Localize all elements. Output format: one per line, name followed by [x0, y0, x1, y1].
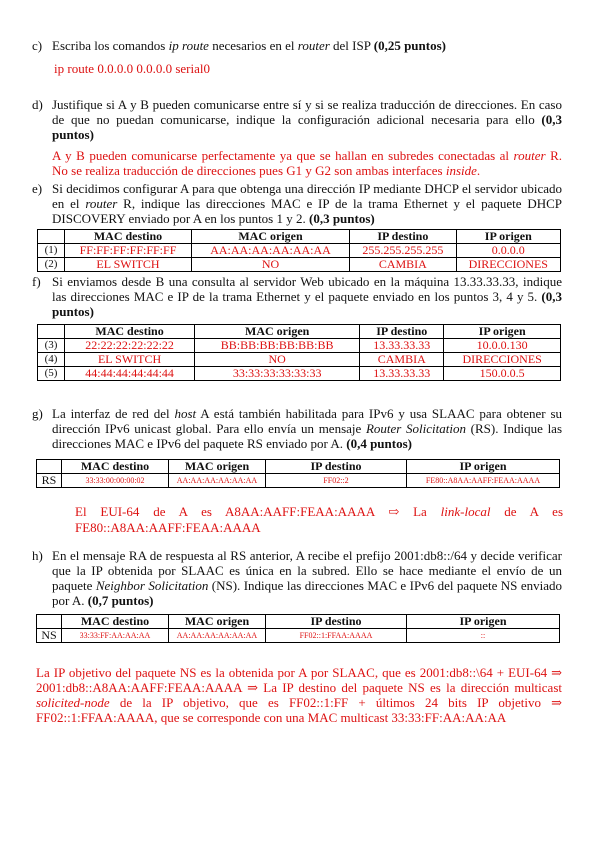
answer-h: La IP objetivo del paquete NS es la obtenida por A por SLAAC, que es 2001:db8::\64 + EUI-64 ⇒ 2001:db8::A8AA:AAFF:FEAA:AAAA ⇒ La IP destino del paquete NS es la dirección multicast solicited-node de la IP objetivo, que es FF02::1:FF + últimos 24 bits IP objetivo ⇒ FF02::1:FFAA:AAAA, que se corresponde con una MAC multicast 33:33:FF:AA:AA:AA: [36, 665, 562, 725]
table-h: [36, 614, 560, 643]
question-f-label: f): [32, 274, 41, 289]
question-e: e) Si decidimos configurar A para que obtenga una dirección IP mediante DHCP el servidor ubicado en el router R, indique las direcciones MAC e IP de la trama Ethernet y el paquete DHCP DISCOVERY enviado por A en los puntos 1 y 2. (0,3 puntos): [32, 181, 562, 226]
arrow-icon: ⇨: [388, 504, 400, 519]
question-h-label: h): [32, 548, 43, 563]
question-c-points: (0,25 puntos): [373, 38, 446, 53]
question-f-points: (0,3 puntos): [52, 289, 562, 319]
col-mac-origen: MAC origen: [192, 230, 350, 244]
col-mac-destino: MAC destino: [65, 230, 192, 244]
table-f: [37, 324, 561, 381]
col-mac-origen: MAC origen: [169, 615, 266, 629]
question-g-label: g): [32, 406, 43, 421]
answer-c: ip route 0.0.0.0 0.0.0.0 serial0: [54, 61, 210, 76]
table-row: (3) 22:22:22:22:22:22 BB:BB:BB:BB:BB:BB 13.33.33.33 10.0.0.130: [38, 339, 561, 353]
col-mac-destino: MAC destino: [65, 325, 195, 339]
col-mac-destino: MAC destino: [62, 460, 169, 474]
question-g-points: (0,4 puntos): [346, 436, 412, 451]
col-ip-origen: IP origen: [456, 230, 560, 244]
table-row: NS 33:33:FF:AA:AA:AA AA:AA:AA:AA:AA:AA FF02::1:FFAA:AAAA ::: [37, 629, 560, 643]
table-row: (5) 44:44:44:44:44:44 33:33:33:33:33:33 13.33.33.33 150.0.0.5: [38, 367, 561, 381]
col-mac-origen: MAC origen: [195, 325, 360, 339]
table-row: RS 33:33:00:00:00:02 AA:AA:AA:AA:AA:AA FF02::2 FE80::A8AA:AAFF:FEAA:AAAA: [37, 474, 560, 488]
col-ip-origen: IP origen: [407, 615, 560, 629]
question-c-label: c): [32, 38, 43, 53]
question-h: h) En el mensaje RA de respuesta al RS anterior, A recibe el prefijo 2001:db8::/64 y decide verificar que la IP obtenida por SLAAC es única en la subred. Ello se hace mediante el envío de un paquete Neighbor Solicitation (NS). Indique las direcciones MAC e IPv6 del paquete NS enviado por A. (0,7 puntos): [32, 548, 562, 608]
question-c: c) Escriba los comandos ip route necesarios en el router del ISP (0,25 puntos): [32, 38, 446, 53]
table-row: (2) EL SWITCH NO CAMBIA DIRECCIONES: [38, 258, 561, 272]
col-ip-origen: IP origen: [407, 460, 560, 474]
col-ip-origen: IP origen: [444, 325, 561, 339]
answer-g: El EUI-64 de A es A8AA:AAFF:FEAA:AAAA ⇨ La link-local de A es FE80::A8AA:AAFF:FEAA:AAAA: [75, 504, 563, 535]
col-ip-destino: IP destino: [350, 230, 457, 244]
col-ip-destino: IP destino: [266, 615, 407, 629]
answer-d: A y B pueden comunicarse perfectamente ya que se hallan en subredes conectadas al router R. No se realiza traducción de direcciones pues G1 y G2 son ambas interfaces inside.: [52, 148, 563, 178]
question-h-points: (0,7 puntos): [87, 593, 154, 608]
question-f: f) Si enviamos desde B una consulta al servidor Web ubicado en la máquina 13.33.33.33, indique las direcciones MAC e IP de la trama Ethernet y el paquete enviado en los puntos 3, 4 y 5. (0,3 puntos): [32, 274, 562, 319]
table-row: (1) FF:FF:FF:FF:FF:FF AA:AA:AA:AA:AA:AA 255.255.255.255 0.0.0.0: [38, 244, 561, 258]
question-d-points: (0,3 puntos): [52, 112, 562, 142]
col-ip-destino: IP destino: [266, 460, 407, 474]
col-mac-origen: MAC origen: [169, 460, 266, 474]
table-row: (4) EL SWITCH NO CAMBIA DIRECCIONES: [38, 353, 561, 367]
question-e-label: e): [32, 181, 43, 196]
question-d-label: d): [32, 97, 43, 112]
question-g: g) La interfaz de red del host A está también habilitada para IPv6 y usa SLAAC para obtener su dirección IPv6 unicast global. Para ello envía un mensaje Router Solicitation (RS). Indique las direcciones MAC e IPv6 del paquete RS enviado por A. (0,4 puntos): [32, 406, 563, 451]
table-g: [36, 459, 560, 488]
question-e-points: (0,3 puntos): [309, 211, 375, 226]
col-mac-destino: MAC destino: [62, 615, 169, 629]
col-ip-destino: IP destino: [360, 325, 444, 339]
question-d: d) Justifique si A y B pueden comunicarse entre sí y si se realiza traducción de direcciones. En caso de que no puedan comunicarse, indique la configuración adicional necesaria para ello (0,3 puntos): [32, 97, 562, 142]
table-e: [37, 229, 561, 272]
